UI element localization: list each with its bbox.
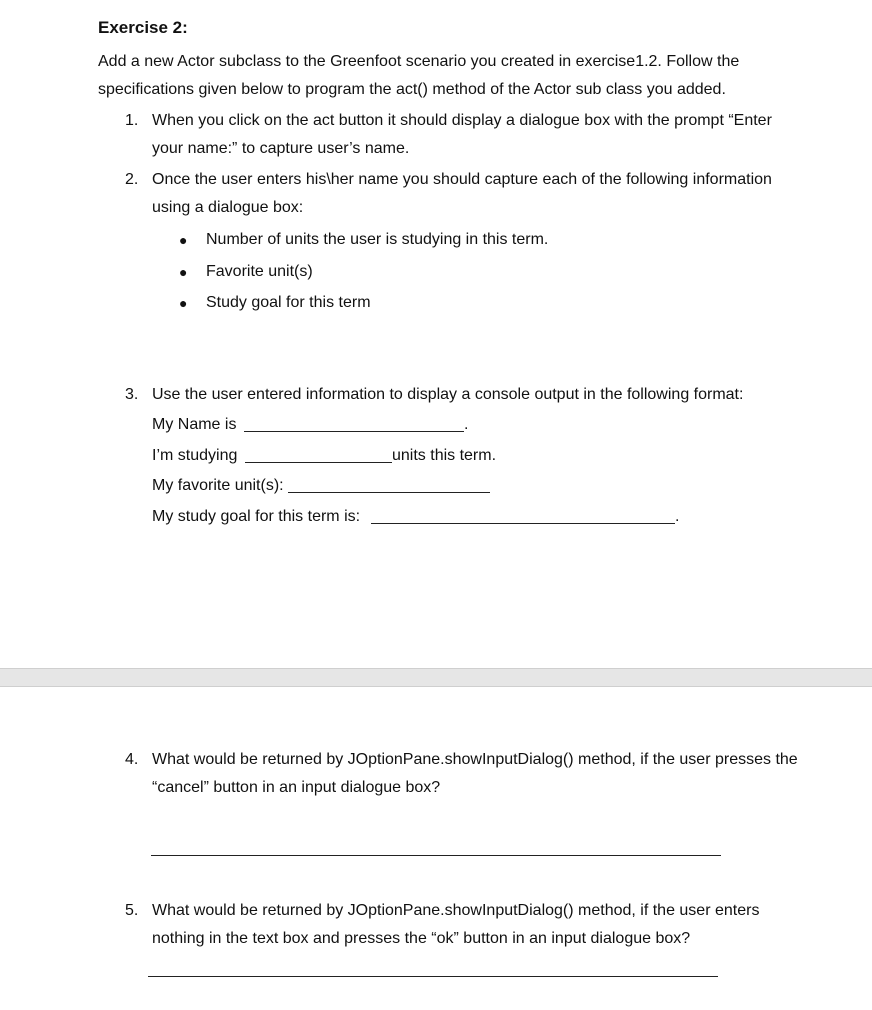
question-5-line-1: What would be returned by JOptionPane.showInputDialog() method, if the user enters <box>152 902 760 919</box>
item-1-number: 1. <box>125 112 139 129</box>
goal-blank-line <box>371 523 675 524</box>
item-3-line-1: Use the user entered information to display a console output in the following format: <box>152 386 744 403</box>
units-blank-line <box>245 462 392 463</box>
format-name-period: . <box>464 416 469 433</box>
bullet-item-favorite: Favorite unit(s) <box>206 263 313 280</box>
item-1-line-1: When you click on the act button it should display a dialogue box with the prompt “Enter <box>152 112 772 129</box>
intro-line-1: Add a new Actor subclass to the Greenfoot scenario you created in exercise1.2. Follow the <box>98 53 740 70</box>
format-studying-label: I’m studying <box>152 447 238 464</box>
format-studying-suffix: units this term. <box>392 447 497 464</box>
bullet-item-units: Number of units the user is studying in this term. <box>206 231 549 248</box>
bullet-dot-2: ● <box>179 264 188 280</box>
question-5-number: 5. <box>125 902 139 919</box>
item-1-line-2: your name:” to capture user’s name. <box>152 140 410 157</box>
intro-line-2: specifications given below to program the act() method of the Actor sub class you added. <box>98 81 726 98</box>
item-2-line-1: Once the user enters his\her name you should capture each of the following information <box>152 171 772 188</box>
item-2-line-2: using a dialogue box: <box>152 199 304 216</box>
question-4-line-1: What would be returned by JOptionPane.showInputDialog() method, if the user presses the <box>152 751 798 768</box>
bullet-dot-1: ● <box>179 232 188 248</box>
question-5-answer-line <box>148 976 718 977</box>
item-2-number: 2. <box>125 171 139 188</box>
name-blank-line <box>244 431 464 432</box>
bullet-item-goal: Study goal for this term <box>206 294 371 311</box>
item-3-number: 3. <box>125 386 139 403</box>
page-break <box>0 668 872 687</box>
question-4-answer-line <box>151 855 721 856</box>
format-favorite-label: My favorite unit(s): <box>152 477 284 494</box>
format-goal-period: . <box>675 508 680 525</box>
exercise-title: Exercise 2: <box>98 18 188 37</box>
question-4-number: 4. <box>125 751 139 768</box>
question-5-line-2: nothing in the text box and presses the “ok” button in an input dialogue box? <box>152 930 691 947</box>
format-name-label: My Name is <box>152 416 237 433</box>
format-goal-label: My study goal for this term is: <box>152 508 361 525</box>
bullet-dot-3: ● <box>179 295 188 311</box>
question-4-line-2: “cancel” button in an input dialogue box? <box>152 779 441 796</box>
favorite-blank-line <box>288 492 490 493</box>
